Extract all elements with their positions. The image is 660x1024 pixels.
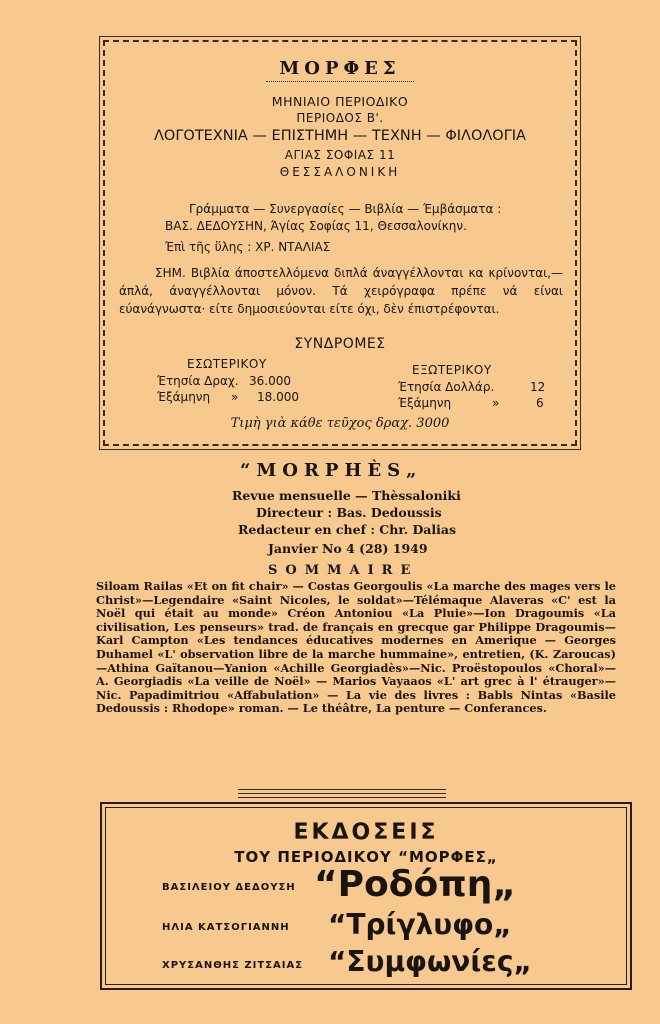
magazine-period: ΠΕΡΙΟΔΟΣ Β'. — [296, 111, 384, 125]
domestic-semi-ditto: » — [231, 390, 239, 404]
domestic-annual-label: Έτησία Δραχ. — [157, 374, 239, 388]
foreign-subscriptions — [398, 362, 545, 411]
publications-box — [100, 802, 632, 990]
magazine-frequency: ΜΗΝΙΑΙΟ ΠΕΡΙΟΔΙΚΟ — [271, 94, 409, 109]
french-editor: Redacteur en chef : Chr. Dalias — [238, 522, 457, 537]
domestic-heading: ΕΣΩΤΕΡΙΚΟΥ — [187, 357, 267, 371]
foreign-semi-ditto: » — [492, 396, 500, 410]
domestic-semi-label: Έξάμηνη — [157, 390, 211, 404]
issue-price: Τιμὴ γιὰ κάθε τεῦχος δραχ. 3000 — [230, 416, 450, 431]
sommaire-title: SOMMAIRE — [268, 563, 419, 578]
publication-author: ΒΑΣΙΛΕΙΟΥ ΔΕΔΟΥΣΗ — [162, 882, 296, 893]
foreign-annual-label: Έτησία Δολλάρ. — [398, 380, 495, 394]
contact-line-1: Γράμματα — Συνεργασίες — Βιβλία — Έμβάσματα : — [189, 202, 502, 216]
french-title: “MORPHÈS„ — [240, 460, 423, 481]
publications-subtitle: ΤΟΥ ΠΕΡΙΟΔΙΚΟΥ “ΜΟΡΦΕΣ„ — [234, 848, 498, 866]
magazine-title: ΜΟΡΦΕΣ — [105, 58, 575, 82]
foreign-annual-value: 12 — [530, 380, 546, 394]
contact-line-2: ΒΑΣ. ΔΕΔΟΥΣΗΝ, Άγίας Σοφίας 11, Θεσσαλονίκην. — [165, 219, 467, 233]
domestic-subscriptions — [157, 356, 299, 405]
domestic-annual-value: 36.000 — [249, 374, 291, 388]
editor-line: Έπὶ τῆς ὕλης : ΧΡ. ΝΤΑΛΙΑΣ — [165, 240, 331, 254]
publication-author: ΗΛΙΑ ΚΑΤΣΟΓΙΑΝΝΗ — [162, 922, 290, 933]
divider-rule — [238, 789, 446, 790]
magazine-street: ΑΓΙΑΣ ΣΟΦΙΑΣ 11 — [284, 148, 396, 162]
foreign-heading: ΕΞΩΤΕΡΙΚΟΥ — [412, 363, 492, 377]
sommaire-text: Siloam Railas «Et on fit chair» — Costas Georgoulis «La marche des mages vers le Christ»—Legendaire «Saint Nicoles, le soldat»—Télémaque Alaveras «C' est la Noël qui était au monde» Créon Antoniou «La Pluie»—Ion Dragoumis «La civilisation, Les penseurs» trad. de français en grecque gar Philippe Dragoumis—Karl Campton «Les tendances éducatives modernes en Amerique — Georges Duhamel «L' observation libre de la marche hummaine», entretien, (K. Zaroucas)—Athina Gaïtanou—Yanion «Achille Georgiadès»—Nic. Proëstopoulos «Choral»—A. Georgiadis «La veille de Noël» — Marios Vayaaos «L' art grec à l' étrauger»—Nic. Papadimitriou «Affabulation» — La vie des livres : Babls Nintas «Basile Dedoussis : Rhodope» roman. — Le théâtre, La penture — Conferances. — [96, 579, 616, 716]
publication-author: ΧΡΥΣΑΝΘΗΣ ΖΙΤΣΑΙΑΣ — [162, 960, 304, 971]
masthead-box — [103, 40, 577, 446]
subscriptions-title: ΣΥΝΔΡΟΜΕΣ — [294, 336, 386, 352]
french-issue: Janvier No 4 (28) 1949 — [268, 541, 428, 556]
note-paragraph: ΣΗΜ. Βιβλία άποστελλόμενα διπλά άναγγέλλονται κα κρίνονται,—άπλά, άναγγέλλονται μόνον. Τά χειρόγραφα πρέπε νά είναι εύανάγνωστα· είτε δημοσιεύονται είτε όχι, δὲν έπιστρέφονται. — [119, 266, 563, 316]
publication-book-title: “Συμφωνίες„ — [328, 945, 532, 978]
french-director: Directeur : Bas. Dedoussis — [256, 505, 442, 520]
domestic-semi-value: 18.000 — [257, 390, 299, 404]
publication-book-title: “Τρίγλυφο„ — [328, 908, 512, 941]
magazine-topics: ΛΟΓΟΤΕΧΝΙΑ — ΕΠΙΣΤΗΜΗ — ΤΕΧΝΗ — ΦΙΛΟΛΟΓΙΑ — [154, 128, 526, 144]
publications-title: ΕΚΔΟΣΕΙΣ — [293, 820, 439, 845]
foreign-semi-label: Έξάμηνη — [398, 396, 452, 410]
french-subtitle: Revue mensuelle — Thèssaloniki — [232, 488, 461, 503]
divider-rule — [238, 793, 446, 794]
publication-book-title: “Ροδόπη„ — [314, 864, 517, 905]
divider-rule — [238, 797, 446, 798]
foreign-semi-value: 6 — [536, 396, 544, 410]
magazine-city: ΘΕΣΣΑΛΟΝΙΚΗ — [279, 165, 401, 179]
